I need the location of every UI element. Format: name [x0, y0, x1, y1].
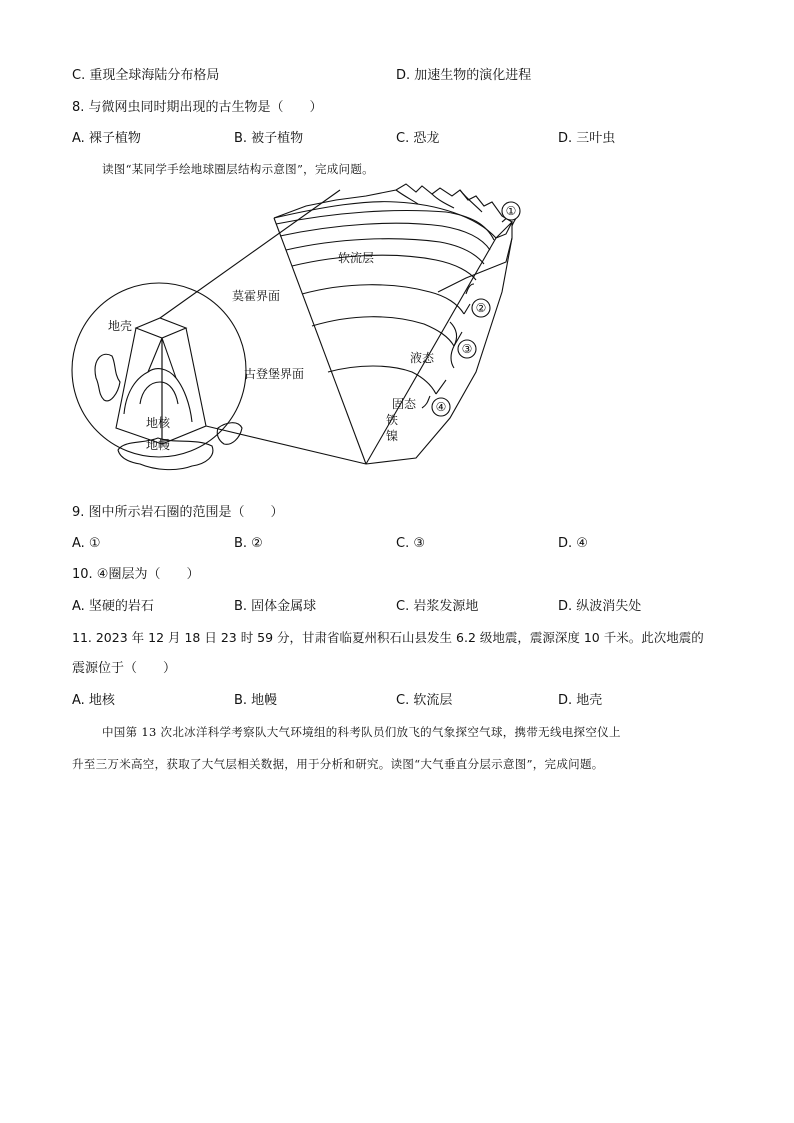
q9-option-c: C. ③ — [396, 536, 425, 551]
asthenosphere-arc-top — [286, 239, 484, 264]
crust-layer-arc — [276, 211, 494, 241]
q9-stem: 9. 图中所示岩石圈的范围是（ ） — [72, 505, 284, 520]
earth-structure-diagram — [66, 182, 546, 494]
q9-option-b: B. ② — [234, 536, 263, 551]
cutaway-wedge — [136, 318, 186, 338]
mantle-arc-2 — [312, 317, 454, 346]
q9-option-d: D. ④ — [558, 536, 588, 551]
q11-option-a: A. 地核 — [72, 693, 115, 708]
diagram-intro: 读图“某同学手绘地球圈层结构示意图”，完成问题。 — [102, 162, 374, 176]
q11-stem-line2: 震源位于（ ） — [72, 661, 177, 676]
brace-4 — [422, 396, 430, 408]
label-solid: 固态 — [392, 397, 417, 411]
q8-option-b: B. 被子植物 — [234, 131, 304, 146]
section-intro-line1: 中国第 13 次北冰洋科学考察队大气环境组的科考队员们放飞的气象探空气球，携带无线电探空仪上 — [102, 725, 621, 739]
mantle-arc-1 — [302, 285, 464, 314]
label-liquid: 液态 — [410, 351, 435, 365]
q9-option-a: A. ① — [72, 536, 101, 551]
q10-option-c: C. 岩浆发源地 — [396, 599, 479, 614]
q7-option-d: D. 加速生物的演化进程 — [396, 68, 532, 83]
q11-option-c: C. 软流层 — [396, 693, 453, 708]
label-gutenberg: 古登堡界面 — [244, 367, 305, 381]
label-moho: 莫霍界面 — [232, 289, 281, 303]
label-nickel: 镍 — [386, 429, 399, 443]
q8-option-a: A. 裸子植物 — [72, 131, 141, 146]
q8-stem: 8. 与微网虫同时期出现的古生物是（ ） — [72, 100, 323, 115]
q8-option-d: D. 三叶虫 — [558, 131, 616, 146]
q10-option-d: D. 纵波消失处 — [558, 599, 642, 614]
label-core: 地核 — [146, 416, 171, 430]
label-mantle: 地幔 — [146, 438, 171, 452]
q11-option-d: D. 地壳 — [558, 693, 603, 708]
wedge-top — [274, 202, 496, 238]
mantle-boundary — [124, 369, 192, 422]
globe-outline — [72, 283, 246, 457]
core-boundary — [140, 382, 178, 404]
q7-option-c: C. 重现全球海陆分布格局 — [72, 68, 220, 83]
label-crust: 地壳 — [108, 319, 133, 333]
label-iron: 铁 — [386, 413, 399, 427]
marker-3: ③ — [461, 342, 473, 356]
marker-4: ④ — [435, 400, 447, 414]
marker-2: ② — [475, 301, 487, 315]
q10-option-b: B. 固体金属球 — [234, 599, 317, 614]
q11-stem-line1: 11. 2023 年 12 月 18 日 23 时 59 分，甘肃省临夏州积石山县发生 6.2 级地震，震源深度 10 千米。此次地震的 — [72, 630, 704, 645]
q11-option-b: B. 地幔 — [234, 693, 278, 708]
continent-shape — [95, 354, 120, 401]
marker-1: ① — [505, 204, 517, 218]
q10-option-a: A. 坚硬的岩石 — [72, 599, 154, 614]
q8-option-c: C. 恐龙 — [396, 131, 440, 146]
moho-arc — [280, 223, 490, 250]
asthenosphere-arc-bottom — [292, 255, 476, 280]
label-asthenosphere: 软流层 — [338, 251, 375, 265]
q10-stem: 10. ④圈层为（ ） — [72, 567, 200, 582]
section-intro-line2: 升至三万米高空，获取了大气层相关数据，用于分析和研究。读图“大气垂直分层示意图”，完成问题。 — [72, 757, 604, 771]
